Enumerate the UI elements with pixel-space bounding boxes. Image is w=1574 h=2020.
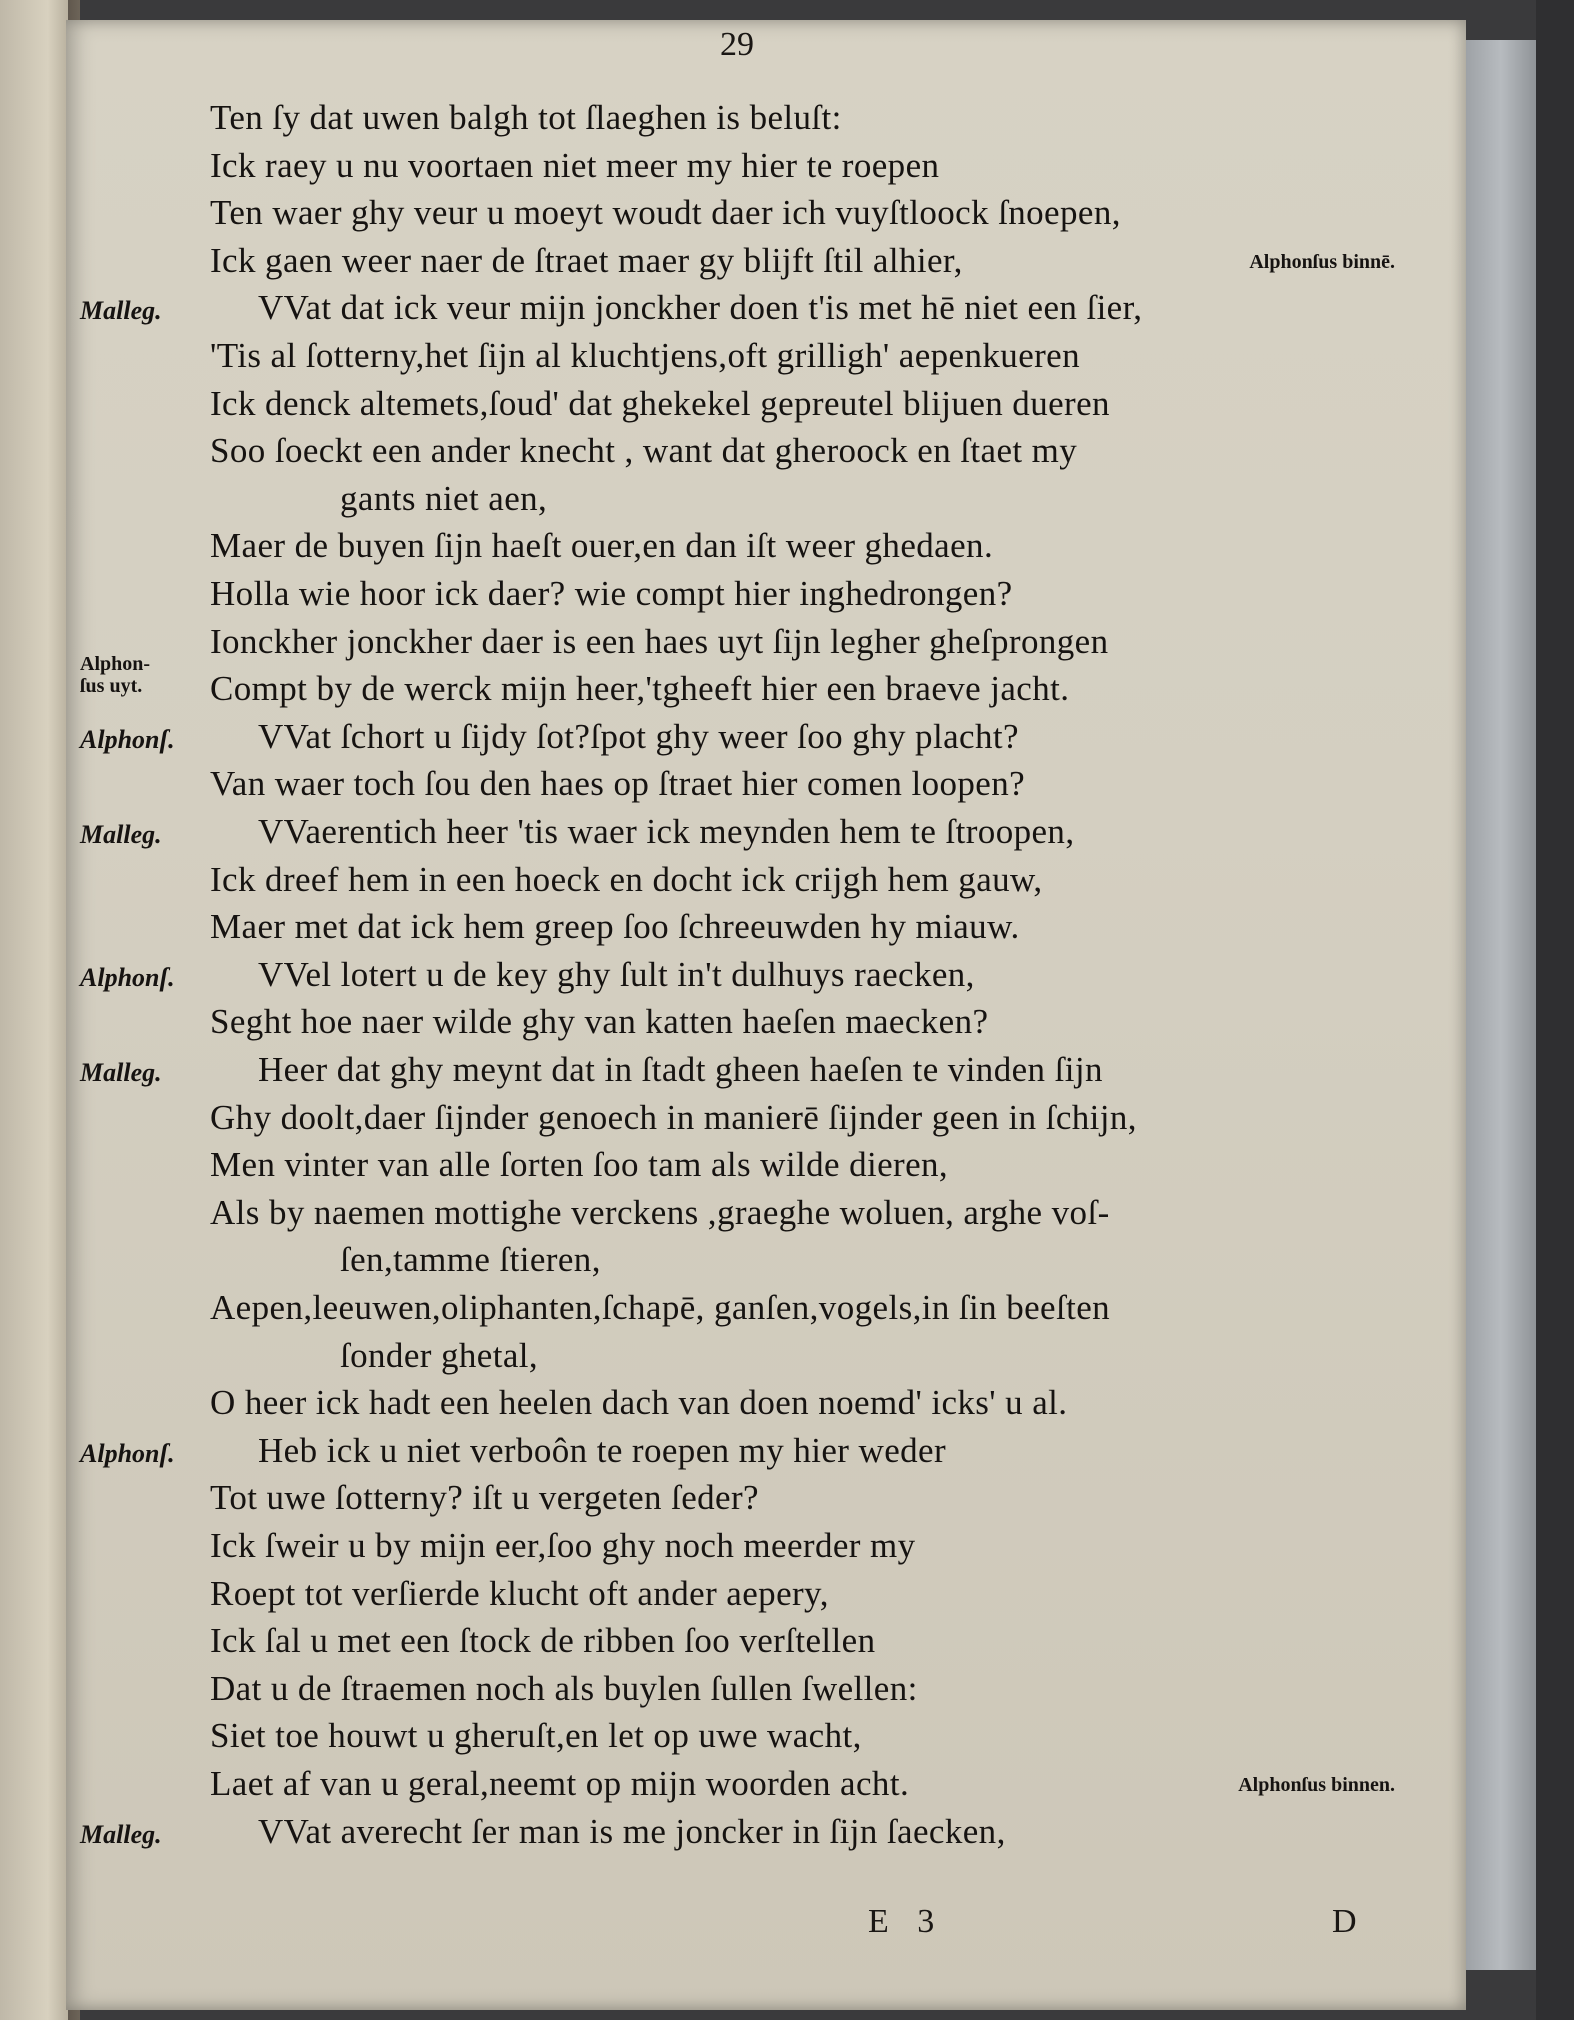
verse-line: O heer ick hadt een heelen dach van doen noemd' icks' u al.: [210, 1383, 1068, 1423]
verse-line: Maer de buyen ſijn haeſt ouer,en dan iſt weer ghedaen.: [210, 526, 994, 566]
verse-line: Van waer toch ſou den haes op ſtraet hier comen loopen?: [210, 764, 1026, 804]
verse-line: VVaerentich heer 'tis waer ick meynden hem te ſtroopen,: [258, 812, 1075, 851]
verse-line: VVat ſchort u ſijdy ſot?ſpot ghy weer ſoo ghy placht?: [258, 716, 1019, 756]
verse-line: Ick raey u nu voortaen niet meer my hier te roepen: [210, 145, 940, 185]
stage-direction: ſus uyt.: [80, 675, 143, 698]
previous-page-edge: [0, 0, 68, 2020]
speaker-name: Alphonſ.: [80, 962, 175, 992]
verse-line: gants niet aen,: [340, 478, 548, 518]
verse-line: Holla wie hoor ick daer? wie compt hier inghedrongen?: [210, 574, 1013, 613]
verse-line: Ick dreef hem in een hoeck en docht ick crijgh hem gauw,: [210, 859, 1043, 899]
verse-line: Ick gaen weer naer de ſtraet maer gy blijft ſtil alhier,: [210, 240, 963, 280]
dark-background-right: [1536, 0, 1574, 2020]
speaker-name: Malleg.: [80, 296, 162, 326]
verse-line: Roept tot verſierde klucht oft ander aepery,: [210, 1573, 829, 1613]
verse-line: Maer met dat ick hem greep ſoo ſchreeuwden hy miauw.: [210, 907, 1020, 947]
verse-line: VVel lotert u de key ghy ſult in't dulhuys raecken,: [258, 954, 975, 994]
verse-line: Soo ſoeckt een ander knecht , want dat gheroock en ſtaet my: [210, 431, 1078, 471]
book-cover-edge: [1466, 40, 1536, 1970]
verse-line: Ick denck altemets,ſoud' dat ghekekel gepreutel blijuen dueren: [210, 383, 1110, 423]
catchword: D: [1332, 1903, 1357, 1940]
speaker-name: Alphonſ.: [80, 724, 175, 754]
verse-line: Ionckher jonckher daer is een haes uyt ſijn legher gheſprongen: [210, 621, 1109, 661]
speaker-name: Alphonſ.: [80, 1438, 175, 1468]
verse-line: Ick ſal u met een ſtock de ribben ſoo verſtellen: [210, 1621, 876, 1661]
verse-line: Ten waer ghy veur u moeyt woudt daer ich vuyſtloock ſnoepen,: [210, 193, 1121, 233]
verse-line: VVat averecht ſer man is me joncker in ſijn ſaecken,: [258, 1811, 1006, 1851]
stage-direction: Alphon-: [80, 653, 151, 676]
verse-line: Heb ick u niet verboôn te roepen my hier weder: [258, 1430, 947, 1470]
verse-line: Tot uwe ſotterny? iſt u vergeten ſeder?: [210, 1478, 759, 1518]
verse-line: VVat dat ick veur mijn jonckher doen t'is met hē niet een ſier,: [258, 288, 1143, 328]
page-number: 29: [720, 26, 754, 63]
verse-line: ſonder ghetal,: [340, 1335, 539, 1375]
verse-line: Men vinter van alle ſorten ſoo tam als wilde dieren,: [210, 1145, 949, 1185]
verse-line: Siet toe houwt u gheruſt,en let op uwe wacht,: [210, 1716, 862, 1756]
verse-line: Compt by de werck mijn heer,'tgheeft hier een braeve jacht.: [210, 669, 1070, 709]
verse-line: Als by naemen mottighe verckens ,graeghe woluen, arghe voſ-: [210, 1192, 1110, 1232]
speaker-name: Malleg.: [80, 1819, 162, 1849]
verse-line: Heer dat ghy meynt dat in ſtadt gheen haeſen te vinden ſijn: [258, 1050, 1103, 1089]
verse-line: 'Tis al ſotterny,het ſijn al kluchtjens,oft grilligh' aepenkueren: [210, 336, 1081, 375]
stage-direction: Alphonſus binnen.: [1238, 1774, 1395, 1796]
verse-line: Aepen,leeuwen,oliphanten,ſchapē, ganſen,vogels,in ſin beeſten: [210, 1288, 1111, 1327]
verse-line: Laet af van u geral,neemt op mijn woorden acht.: [210, 1764, 910, 1803]
verse-line: Seght hoe naer wilde ghy van katten haeſen maecken?: [210, 1002, 989, 1042]
speaker-name: Malleg.: [80, 1058, 162, 1087]
verse-line: Ghy doolt,daer ſijnder genoech in manierē ſijnder geen in ſchijn,: [210, 1097, 1137, 1137]
verse-line: ſen,tamme ſtieren,: [340, 1240, 601, 1280]
verse-line: Dat u de ſtraemen noch als buylen ſullen ſwellen:: [210, 1668, 918, 1708]
stage-direction: Alphonſus binnē.: [1249, 250, 1395, 273]
verse-line: Ick ſweir u by mijn eer,ſoo ghy noch meerder my: [210, 1526, 916, 1565]
speaker-name: Malleg.: [80, 820, 162, 849]
signature-mark: E 3: [868, 1903, 945, 1940]
verse-line: Ten ſy dat uwen balgh tot ſlaeghen is beluſt:: [210, 98, 842, 137]
